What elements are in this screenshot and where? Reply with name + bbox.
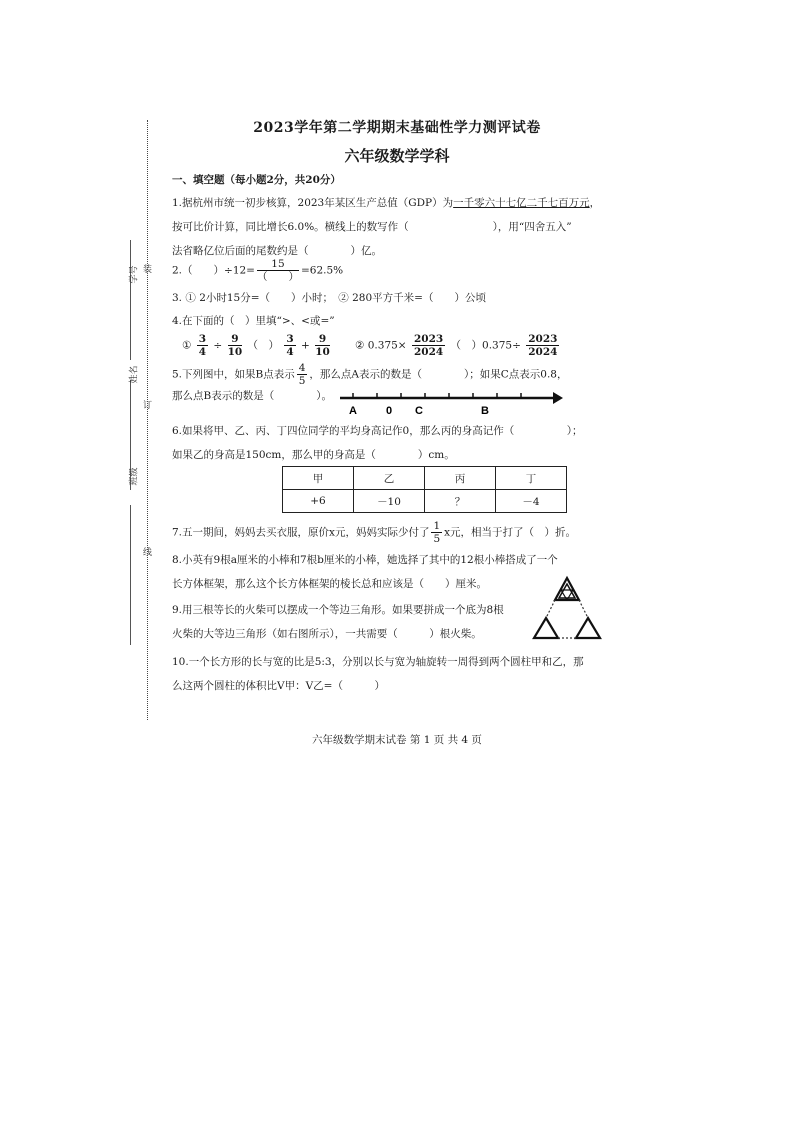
question-8-line-1: 8.小英有9根a厘米的小棒和7根b厘米的小棒，她选择了其中的12根小棒搭成了一个 — [172, 554, 558, 566]
left-dotted-side — [546, 600, 555, 618]
question-9-line-2: 火柴的大等边三角形（如右图所示），一共需要（ ）根火柴。 — [172, 628, 482, 640]
binding-mark-ding: 订 — [143, 401, 153, 411]
axis-label-b: B — [481, 405, 489, 417]
table-row — [283, 490, 567, 513]
table-header-cell: 丁 — [496, 467, 567, 490]
student-id-label: 学号 — [129, 265, 140, 284]
right-dotted-side — [579, 600, 588, 618]
question-8-line-2: 长方体框架，那么这个长方体框架的棱长总和应该是（ ）厘米。 — [172, 578, 487, 590]
gdp-underlined-text: 一千零六十七亿二千七百万元 — [453, 197, 590, 209]
question-3: 3. ① 2小时15分=（ ）小时； ② 280平方千米=（ ）公顷 — [172, 292, 486, 304]
binding-dotted-line — [147, 120, 148, 720]
table-header-cell: 丙 — [425, 467, 496, 490]
height-table — [282, 466, 567, 513]
axis-label-c: C — [415, 405, 423, 417]
name-label: 姓名 — [129, 365, 140, 384]
question-7: 7.五一期间，妈妈去买衣服，原价x元，妈妈实际少付了 $\frac{1}{5}$ x元，相当于打了（ ）折。 — [172, 520, 577, 545]
question-4-item-2: ② 0.375× $\frac{2023}{2024}$ （ ）0.375÷ $\frac{2023}{2024}$ — [355, 333, 558, 358]
question-6-line-2: 如果乙的身高是150cm，那么甲的身高是（ ）cm。 — [172, 449, 455, 461]
table-cell: －4 — [496, 490, 567, 513]
top-triangle — [555, 578, 579, 600]
binding-mark-xian: 线 — [143, 548, 153, 558]
exam-subtitle: 六年级数学学科 — [344, 147, 450, 165]
section-heading: 一、填空题（每小题2分，共20分） — [172, 174, 341, 186]
question-4-prompt: 4.在下面的（ ）里填“>、<或=” — [172, 315, 335, 327]
number-line-figure — [335, 386, 565, 418]
question-2: 2.（ ）÷12= $\frac{15}{( )}$ =62.5% — [172, 258, 344, 283]
axis-label-zero: 0 — [385, 405, 393, 417]
question-1-line-1: 1.据杭州市统一初步核算，2023年某区生产总值（GDP）为一千零六十七亿二千七百万元， — [172, 197, 601, 209]
table-header-cell: 乙 — [354, 467, 425, 490]
left-triangle — [534, 618, 558, 638]
question-1-line-2: 按可比价计算，同比增长6.0%。横线上的数写作（ ），用“四舍五入” — [172, 221, 572, 233]
exam-title: 2023学年第二学期期末基础性学力测评试卷 — [253, 120, 541, 136]
question-10-line-2: 么这两个圆柱的体积比V甲：V乙=（ ） — [172, 680, 385, 692]
axis-label-a: A — [349, 405, 357, 417]
class-label: 班级 — [129, 467, 140, 486]
question-5-line-2: 那么点B表示的数是（ ）。 — [172, 390, 332, 402]
question-4-item-1: ① $\frac{3}{4}$ ÷ $\frac{9}{10}$ （ ） $\frac{3}{4}$ + $\frac{9}{10}$ — [182, 333, 330, 358]
table-header-cell: 甲 — [283, 467, 354, 490]
question-10-line-1: 10.一个长方形的长与宽的比是5:3，分别以长与宽为轴旋转一周得到两个圆柱甲和乙，那 — [172, 656, 584, 668]
number-line-arrow — [553, 392, 563, 404]
question-9-line-1: 9.用三根等长的火柴可以摆成一个等边三角形。如果要拼成一个底为8根 — [172, 604, 504, 616]
table-header-row — [283, 467, 567, 490]
question-6-line-1: 6.如果将甲、乙、丙、丁四位同学的平均身高记作0，那么丙的身高记作（ ）； — [172, 425, 583, 437]
table-cell: ？ — [425, 490, 496, 513]
binding-solid-line-1 — [130, 240, 131, 360]
question-5-line-1: 5.下列图中，如果B点表示 $\frac{4}{5}$ ，那么点A表示的数是（ ）；如果C点表示0.8， — [172, 362, 568, 387]
page-footer: 六年级数学期末试卷 第 1 页 共 4 页 — [312, 734, 482, 746]
right-triangle — [576, 618, 600, 638]
table-cell: －10 — [354, 490, 425, 513]
binding-solid-line-3 — [130, 505, 131, 645]
table-cell: +6 — [283, 490, 354, 513]
binding-mark-zhuang: 装 — [143, 265, 153, 275]
matchstick-triangle-figure — [532, 574, 602, 640]
question-1-line-3: 法省略亿位后面的尾数约是（ ）亿。 — [172, 245, 382, 257]
